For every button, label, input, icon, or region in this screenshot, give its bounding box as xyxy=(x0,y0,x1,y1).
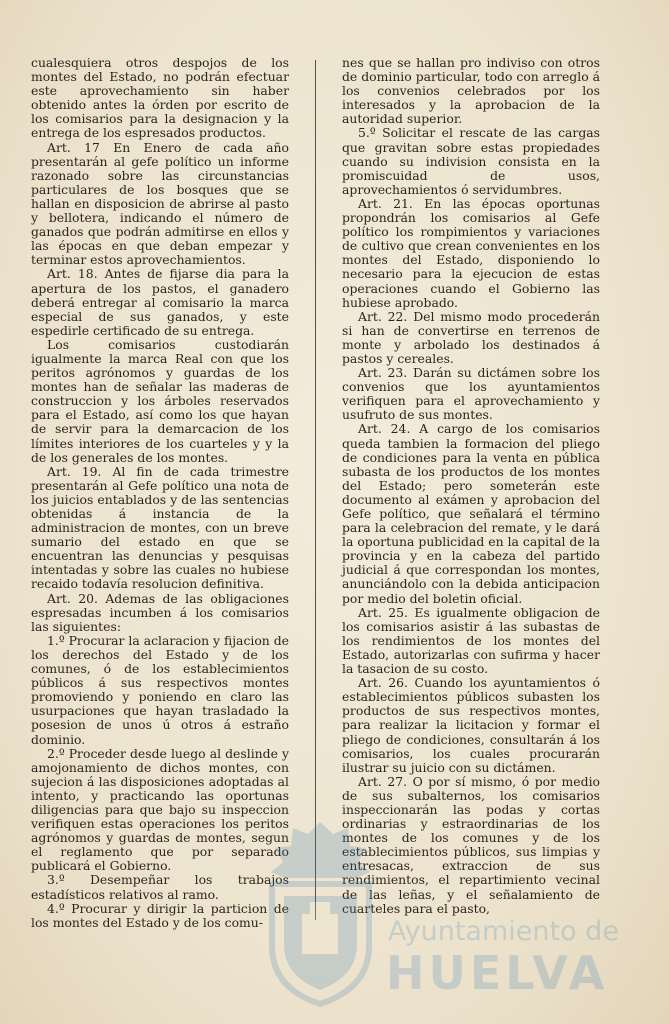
paragraph-art-26: Art. 26. Cuando los ayuntamientos ó establecimientos públicos subasten los productos de sus respectivos montes, para realizar la licitacion y formar el pliego de condiciones, consultarán á los comisarios, los cuales procurarán ilustrar su juicio con su dictámen. xyxy=(342,675,600,775)
paragraph-art-20: Art. 20. Ademas de las obligaciones espresadas incumben á los comisarios las siguientes: xyxy=(31,590,289,634)
paragraph-art-18: Art. 18. Antes de fijarse dia para la apertura de los pastos, el ganadero deberá entregar al comisario la marca especial de sus ganados, y este espedirle certificado de su entrega. xyxy=(31,266,289,338)
paragraph-art-23: Art. 23. Darán su dictámen sobre los convenios que los ayuntamientos verifiquen para el aprovechamiento y usufruto de sus montes. xyxy=(342,365,600,423)
watermark-line2: HUELVA xyxy=(386,946,609,1000)
watermark-line1: Ayuntamiento de xyxy=(388,916,619,947)
list-item: 4.º Procurar y dirigir la particion de los montes del Estado y de los comu- xyxy=(31,900,289,930)
list-item: 1.º Procurar la aclaracion y fijacion de los derechos del Estado y de los comunes, ó de los establecimientos públicos á sus respectivos montes promoviendo y poniendo en claro las usurpaciones que hayan trasladado la posesion de unos ú otros á estraño dominio. xyxy=(31,632,289,747)
paragraph-art-22: Art. 22. Del mismo modo procederán si han de convertirse en terrenos de monte y arbolado los destinados á pastos y cereales. xyxy=(342,308,600,366)
list-item: 5.º Solicitar el rescate de las cargas que gravitan sobre estas propiedades cuando su indivision consista en la promiscuidad de usos, aprovechamientos ó servidumbres. xyxy=(342,125,600,197)
paragraph-art-21: Art. 21. En las épocas oportunas propondrán los comisarios al Gefe político los rompimientos y variaciones de cultivo que crean convenientes en los montes del Estado, disponiendo lo necesario para la ejecucion de estas operaciones cuando el Gobierno las hubiese aprobado. xyxy=(342,195,600,310)
paragraph: Los comisarios custodiarán igualmente la marca Real con que los peritos agrónomos y guardas de los montes han de señalar las maderas de construccion y los árboles reservados para el Estado, así como los que hayan de servir para la demarcacion de los límites interiores de los cuarteles y y la de los generales de los montes. xyxy=(31,336,289,465)
paragraph-art-25: Art. 25. Es igualmente obligacion de los comisarios asistir á las subastas de los rendimientos de los montes del Estado, autorizarlas con sufirma y hacer la tasacion de su costo. xyxy=(342,604,600,677)
paragraph-art-27: Art. 27. O por sí mismo, ó por medio de sus subalternos, los comisarios inspeccionarán las podas y cortas ordinarias y estraordinarias de los montes de los comunes y de los establecimientos públicos, sus limpias y entresacas, extraccion de sus rendimientos, el repartimiento vecinal de las leñas, y el señalamiento de cuarteles para el pasto, xyxy=(342,773,600,916)
paragraph-art-24: Art. 24. A cargo de los comisarios queda tambien la formacion del pliego de condiciones para la venta en pública subasta de los productos de los montes del Estado; pero someterán este documento al exámen y aprobacion del Gefe político, que señalará el término para la celebracion del remate, y le dará la oportuna publicidad en la capital de la provincia y en la cabeza del partido judicial á que correspondan los montes, anunciándolo con la debida anticipacion por medio del boletin oficial. xyxy=(342,421,600,606)
paragraph: nes que se hallan pro indiviso con otros de dominio particular, todo con arreglo á los convenios celebrados por los interesados y la aprobacion de la autoridad superior. xyxy=(342,55,600,127)
paragraph-art-19: Art. 19. Al fin de cada trimestre presentarán al Gefe político una nota de los juicios entablados y de las sentencias obtenidas á instancia de la administracion de montes, con un breve sumario del estado en que se encuentran las denuncias y pesquisas intentadas y sobre las cuales no hubiese recaido todavía resolucion definitiva. xyxy=(31,463,289,592)
list-item: 2.º Proceder desde luego al deslinde y amojonamiento de dichos montes, con sujecion á las disposiciones adoptadas al intento, y practicando las oportunas diligencias para que bajo su inspeccion verifiquen estas operaciones los peritos agrónomos y guardas de montes, segun el reglamento que por separado publicará el Gobierno. xyxy=(31,745,289,874)
list-item: 3.º Desempeñar los trabajos estadísticos relativos al ramo. xyxy=(31,872,289,902)
left-column xyxy=(31,56,289,930)
right-column xyxy=(342,56,600,916)
paragraph: cualesquiera otros despojos de los montes del Estado, no podrán efectuar este aprovechamiento sin haber obtenido antes la órden por escrito de los comisarios para la designacion y la entrega de los espresados productos. xyxy=(31,55,289,141)
column-divider xyxy=(315,60,316,920)
paragraph-art-17: Art. 17 En Enero de cada año presentarán al gefe político un informe razonado sobre las circunstancias particulares de los bosques que se hallan en disposicion de abrirse al pasto y bellotera, indicando el número de ganados que podrán admitirse en ellos y las épocas en que deban empezar y terminar estos aprovechamientos. xyxy=(31,139,289,268)
